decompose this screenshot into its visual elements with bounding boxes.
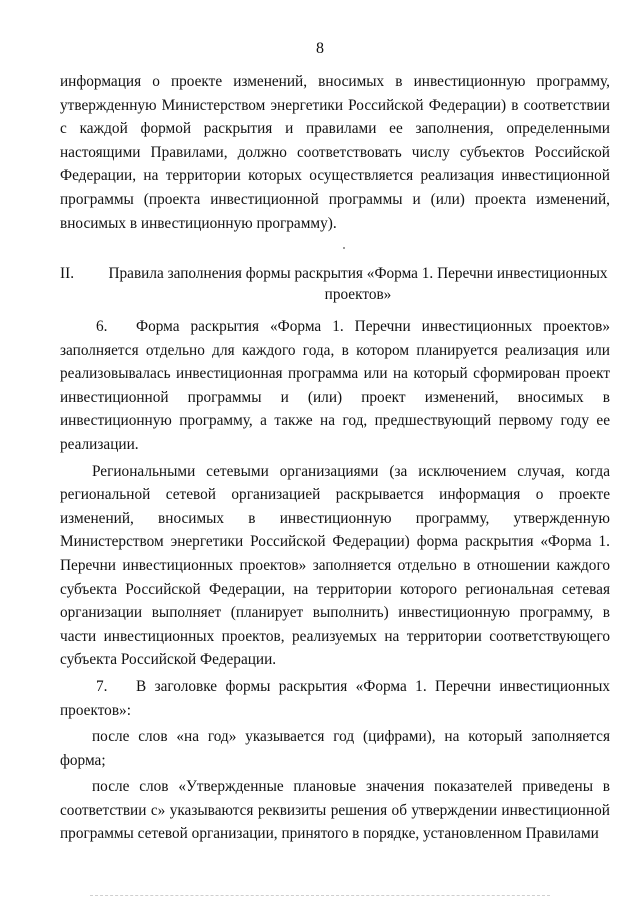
- scan-edge-line: [90, 895, 550, 897]
- intro-block: [60, 70, 610, 235]
- item-7-number: 7.: [96, 677, 108, 695]
- section-heading: [60, 263, 610, 305]
- paragraph-approved: после слов «Утвержденные плановые значения показателей приведены в соответствии с» указываются реквизиты решения об утверждении инвестиционной программы сетевой организации, принятого в порядке, установленном Правилами: [60, 778, 610, 843]
- paragraph-item-7: [60, 675, 610, 722]
- item-6-number: 6.: [96, 318, 108, 335]
- paragraph-regional: Региональными сетевыми организациями (за исключением случая, когда региональной сетевой организацией раскрывается информация о проекте изменений, вносимых в инвестиционную программу, утвержденную Министерством энергетики Российской Федерации) форма раскрытия «Форма 1. Перечни инвестиционных проектов» заполняется отдельно в отношении каждого субъекта Российской Федерации, на территории которого региональная сетевая организации выполняет (планирует выполнить) инвестиционную программу, в части инвестиционных проектов, реализуемых на территории соответствующего субъекта Российской Федерации.: [60, 462, 610, 669]
- page-number: 8: [316, 40, 324, 57]
- section-title: Правила заполнения формы раскрытия «Форма 1. Перечни инвестиционных проектов»: [108, 265, 608, 303]
- item-7-text: В заголовке формы раскрытия «Форма 1. Перечни инвестиционных проектов»:: [60, 677, 610, 719]
- paragraph-intro: информация о проекте изменений, вносимых в инвестиционную программу, утвержденную Министерством энергетики Российской Федерации) в соответствии с каждой формой раскрытия и правилами ее заполнения, определенными настоящими Правилами, должно соответствовать числу субъектов Российской Федерации, на территории которых осуществляется реализация инвестиционной программы (проекта инвестиционной программы и (или) проекта изменений, вносимых в инвестиционную программу).: [60, 73, 610, 232]
- paragraph-item-6: [60, 315, 610, 457]
- scan-speck: [343, 247, 345, 249]
- section-number: II.: [60, 265, 75, 282]
- main-block: [60, 315, 610, 846]
- item-6-text: Форма раскрытия «Форма 1. Перечни инвестиционных проектов» заполняется отдельно для каждого года, в котором планируется реализация или реализовывалась инвестиционная программа или на который сформирован проект инвестиционной программы и (или) проект изменений, вносимых в инвестиционную программу, а также на год, предшествующий первому году ее реализации.: [60, 318, 610, 453]
- paragraph-year: после слов «на год» указывается год (цифрами), на который заполняется форма;: [60, 728, 610, 769]
